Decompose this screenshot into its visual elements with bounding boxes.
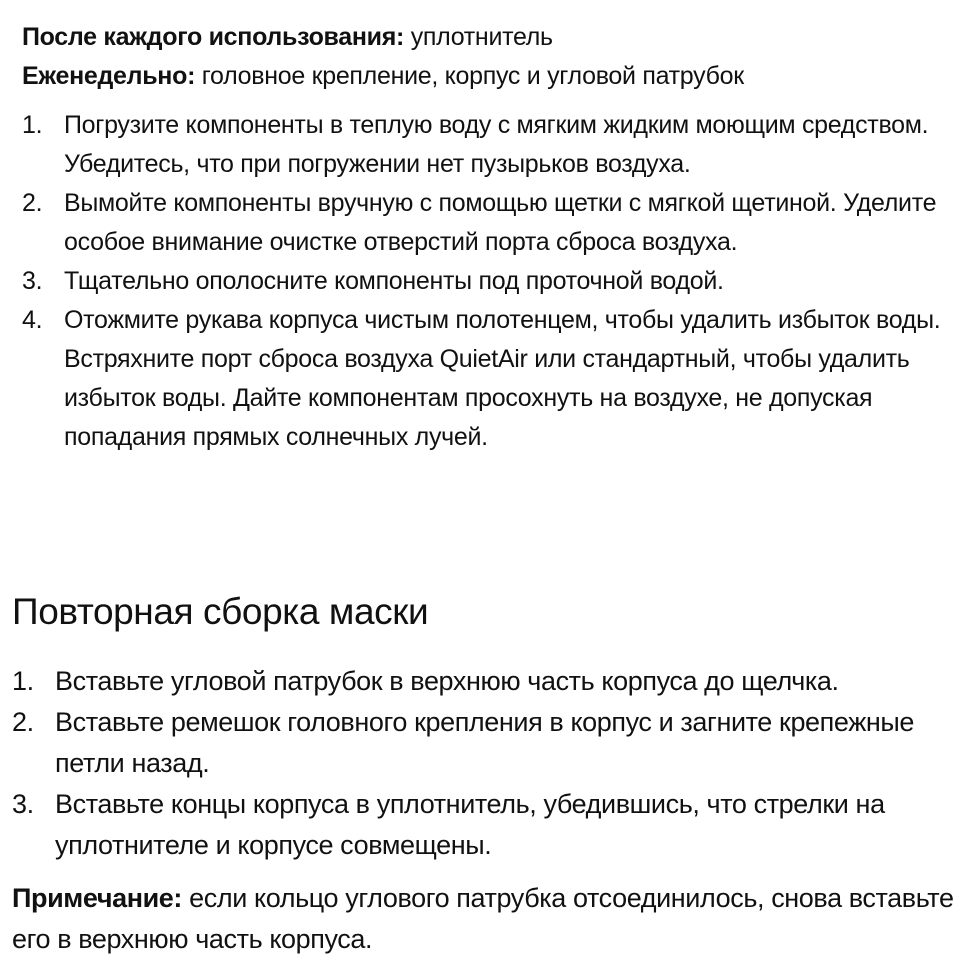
weekly-line [22, 57, 962, 96]
reassembly-section [12, 661, 962, 960]
reassembly-heading: Повторная сборка маски [12, 591, 429, 632]
after-each-use-label: После каждого использования: [22, 23, 405, 51]
step-number: 1. [22, 111, 43, 139]
step-number: 1. [12, 666, 34, 696]
step-text: Вставьте угловой патрубок в верхнюю часть корпуса до щелчка. [55, 666, 839, 696]
cleaning-step [22, 184, 962, 262]
step-number: 3. [12, 789, 34, 819]
step-text: Вымойте компоненты вручную с помощью щетки с мягкой щетиной. Уделите особое внимание очистке отверстий порта сброса воздуха. [64, 189, 937, 256]
step-text: Вставьте концы корпуса в уплотнитель, убедившись, что стрелки на уплотнителе и корпусе совмещены. [55, 789, 885, 860]
note-paragraph [12, 878, 962, 960]
reassembly-step [12, 784, 962, 866]
after-each-use-text: уплотнитель [404, 23, 553, 51]
weekly-text: головное крепление, корпус и угловой патрубок [195, 62, 744, 90]
cleaning-step [22, 262, 962, 301]
step-number: 2. [12, 707, 34, 737]
step-text: Вставьте ремешок головного крепления в корпус и загните крепежные петли назад. [55, 707, 915, 778]
step-text: Отожмите рукава корпуса чистым полотенцем, чтобы удалить избыток воды. Встряхните порт сброса воздуха QuietAir или стандартный, чтобы удалить избыток воды. Дайте компонентам просохнуть на воздухе, не допуская попадания прямых солнечных лучей. [64, 306, 941, 451]
weekly-label: Еженедельно: [22, 62, 196, 90]
note-text: если кольцо углового патрубка отсоединилось, снова вставьте его в верхнюю часть корпуса. [12, 883, 954, 954]
reassembly-steps-list [12, 661, 962, 866]
cleaning-section [22, 18, 962, 457]
reassembly-step [12, 661, 962, 702]
step-number: 4. [22, 306, 43, 334]
step-text: Погрузите компоненты в теплую воду с мягким жидким моющим средством. Убедитесь, что при погружении нет пузырьков воздуха. [64, 111, 929, 178]
step-number: 3. [22, 267, 43, 295]
reassembly-step [12, 702, 962, 784]
cleaning-step [22, 106, 962, 184]
after-each-use-line [22, 18, 962, 57]
cleaning-steps-list [22, 106, 962, 457]
note-label: Примечание: [12, 883, 183, 913]
step-number: 2. [22, 189, 43, 217]
step-text: Тщательно ополосните компоненты под проточной водой. [64, 267, 724, 295]
cleaning-step [22, 301, 962, 457]
